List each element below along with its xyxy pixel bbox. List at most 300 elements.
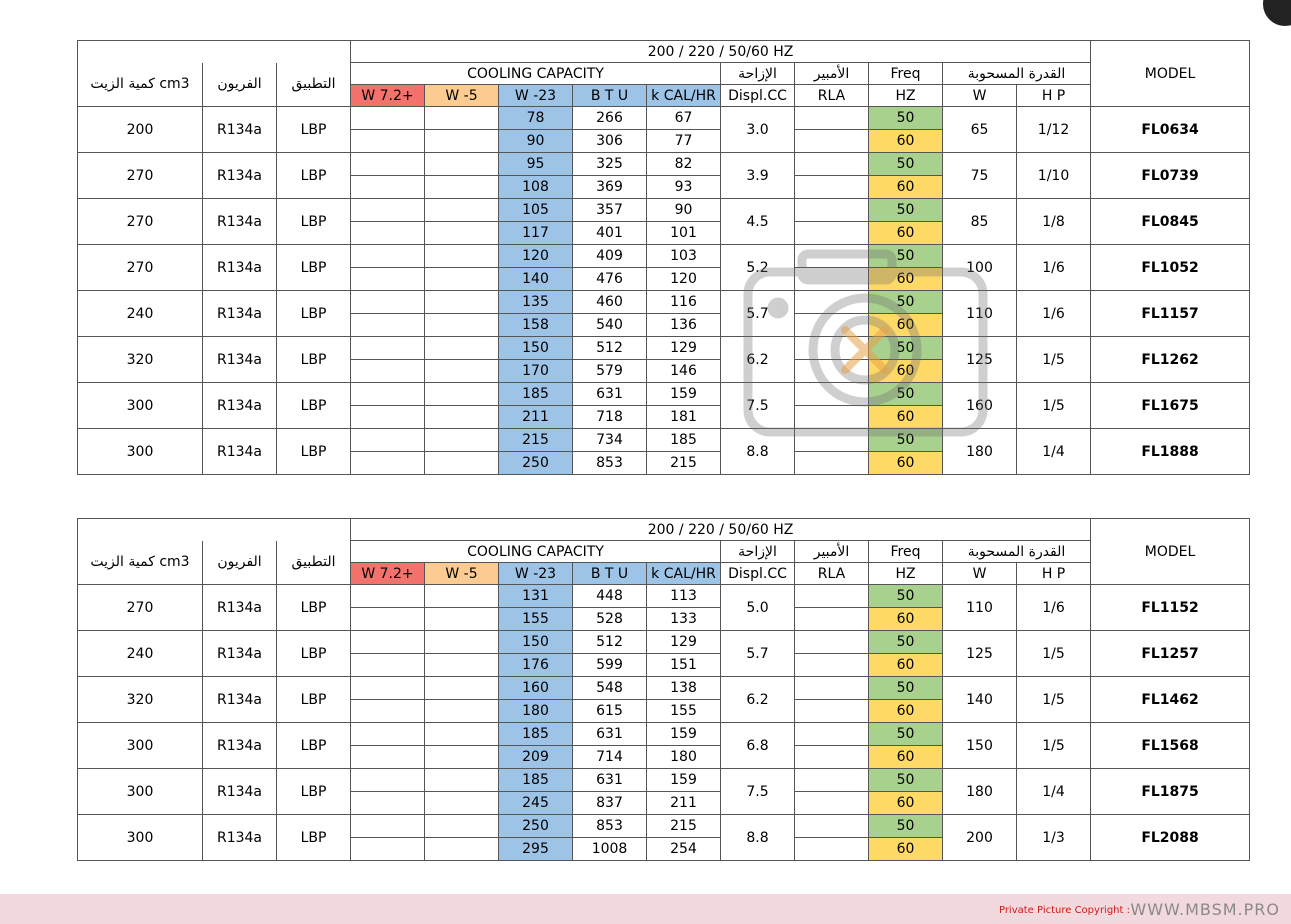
header-displacement: Displ.CC [721, 85, 795, 107]
hp-cell: 1/5 [1017, 337, 1091, 383]
application-cell: LBP [277, 631, 351, 677]
oil-cell: 300 [78, 815, 203, 861]
w-minus23-cell: 131 [499, 585, 573, 608]
displacement-cell: 3.0 [721, 107, 795, 153]
w-minus23-cell: 150 [499, 631, 573, 654]
w-minus5-cell [425, 130, 499, 153]
table-row [78, 107, 1250, 130]
kcal-cell: 159 [647, 769, 721, 792]
displacement-cell: 6.2 [721, 337, 795, 383]
hz-cell: 50 [869, 107, 943, 130]
rla-cell [795, 429, 869, 452]
w-plus72-cell [351, 130, 425, 153]
rla-cell [795, 677, 869, 700]
model-cell: FL1052 [1091, 245, 1250, 291]
w-minus5-cell [425, 314, 499, 337]
hp-cell: 1/8 [1017, 199, 1091, 245]
w-minus23-cell: 95 [499, 153, 573, 176]
btu-cell: 631 [573, 769, 647, 792]
hp-cell: 1/3 [1017, 815, 1091, 861]
w-minus5-cell [425, 360, 499, 383]
oil-cell: 270 [78, 153, 203, 199]
kcal-cell: 90 [647, 199, 721, 222]
btu-cell: 306 [573, 130, 647, 153]
displacement-cell: 5.7 [721, 631, 795, 677]
hp-cell: 1/5 [1017, 677, 1091, 723]
w-minus23-cell: 140 [499, 268, 573, 291]
btu-cell: 528 [573, 608, 647, 631]
application-cell: LBP [277, 153, 351, 199]
btu-cell: 369 [573, 176, 647, 199]
hz-cell: 50 [869, 291, 943, 314]
freon-cell: R134a [203, 631, 277, 677]
btu-cell: 599 [573, 654, 647, 677]
rla-cell [795, 585, 869, 608]
oil-cell: 270 [78, 199, 203, 245]
table-row [78, 291, 1250, 314]
header-w: W [943, 563, 1017, 585]
w-plus72-cell [351, 746, 425, 769]
w-plus72-cell [351, 337, 425, 360]
kcal-cell: 215 [647, 452, 721, 475]
header-hp: H P [1017, 85, 1091, 107]
application-cell: LBP [277, 769, 351, 815]
hz-cell: 60 [869, 268, 943, 291]
w-plus72-cell [351, 585, 425, 608]
kcal-cell: 116 [647, 291, 721, 314]
btu-cell: 1008 [573, 838, 647, 861]
kcal-cell: 129 [647, 337, 721, 360]
header-btu: B T U [573, 85, 647, 107]
kcal-cell: 155 [647, 700, 721, 723]
header-blank-cell [78, 519, 351, 541]
header-w-minus23: W -23 [499, 563, 573, 585]
w-minus5-cell [425, 723, 499, 746]
rla-cell [795, 314, 869, 337]
hz-cell: 60 [869, 608, 943, 631]
kcal-cell: 103 [647, 245, 721, 268]
kcal-cell: 113 [647, 585, 721, 608]
freon-cell: R134a [203, 245, 277, 291]
oil-cell: 240 [78, 291, 203, 337]
header-freon: الفريون [203, 63, 277, 107]
rla-cell [795, 608, 869, 631]
displacement-cell: 5.2 [721, 245, 795, 291]
hp-cell: 1/5 [1017, 383, 1091, 429]
btu-cell: 540 [573, 314, 647, 337]
header-displacement: Displ.CC [721, 563, 795, 585]
table-row [78, 769, 1250, 792]
cooling-capacity-title: COOLING CAPACITY [351, 541, 721, 563]
w-minus5-cell [425, 176, 499, 199]
application-cell: LBP [277, 245, 351, 291]
table-row [78, 199, 1250, 222]
btu-cell: 615 [573, 700, 647, 723]
btu-cell: 512 [573, 631, 647, 654]
btu-cell: 357 [573, 199, 647, 222]
hp-cell: 1/6 [1017, 585, 1091, 631]
rla-cell [795, 245, 869, 268]
oil-cell: 300 [78, 383, 203, 429]
hz-cell: 60 [869, 176, 943, 199]
w-plus72-cell [351, 383, 425, 406]
power-w-cell: 200 [943, 815, 1017, 861]
w-minus23-cell: 155 [499, 608, 573, 631]
displacement-cell: 5.0 [721, 585, 795, 631]
application-cell: LBP [277, 815, 351, 861]
btu-cell: 325 [573, 153, 647, 176]
hz-cell: 60 [869, 222, 943, 245]
hp-cell: 1/6 [1017, 245, 1091, 291]
application-cell: LBP [277, 585, 351, 631]
table-row [78, 815, 1250, 838]
w-minus5-cell [425, 792, 499, 815]
rla-cell [795, 452, 869, 475]
hp-cell: 1/12 [1017, 107, 1091, 153]
kcal-cell: 215 [647, 815, 721, 838]
hp-cell: 1/4 [1017, 429, 1091, 475]
w-minus23-cell: 185 [499, 769, 573, 792]
power-w-cell: 150 [943, 723, 1017, 769]
header-oil: كمية الزيت cm3 [78, 541, 203, 585]
kcal-cell: 159 [647, 723, 721, 746]
kcal-cell: 82 [647, 153, 721, 176]
table-row [78, 677, 1250, 700]
model-cell: FL0739 [1091, 153, 1250, 199]
freon-cell: R134a [203, 429, 277, 475]
displacement-cell: 4.5 [721, 199, 795, 245]
header-w-minus23: W -23 [499, 85, 573, 107]
w-plus72-cell [351, 631, 425, 654]
w-minus5-cell [425, 815, 499, 838]
kcal-cell: 77 [647, 130, 721, 153]
freon-cell: R134a [203, 199, 277, 245]
kcal-cell: 159 [647, 383, 721, 406]
power-w-cell: 125 [943, 631, 1017, 677]
w-minus5-cell [425, 222, 499, 245]
model-cell: FL1888 [1091, 429, 1250, 475]
header-application: التطبيق [277, 63, 351, 107]
hz-cell: 60 [869, 700, 943, 723]
header-btu: B T U [573, 563, 647, 585]
w-plus72-cell [351, 406, 425, 429]
power-w-cell: 75 [943, 153, 1017, 199]
oil-cell: 240 [78, 631, 203, 677]
w-plus72-cell [351, 677, 425, 700]
w-minus23-cell: 117 [499, 222, 573, 245]
w-minus5-cell [425, 654, 499, 677]
btu-cell: 718 [573, 406, 647, 429]
hz-cell: 50 [869, 769, 943, 792]
header-power-ar: القدرة المسحوبة [943, 63, 1091, 85]
rla-cell [795, 631, 869, 654]
hp-cell: 1/5 [1017, 723, 1091, 769]
freon-cell: R134a [203, 153, 277, 199]
header-hz: HZ [869, 85, 943, 107]
w-plus72-cell [351, 769, 425, 792]
freon-cell: R134a [203, 291, 277, 337]
w-minus5-cell [425, 153, 499, 176]
table-row [78, 245, 1250, 268]
table-row [78, 383, 1250, 406]
model-cell: FL0634 [1091, 107, 1250, 153]
kcal-cell: 129 [647, 631, 721, 654]
kcal-cell: 133 [647, 608, 721, 631]
header-w-minus5: W -5 [425, 563, 499, 585]
rla-cell [795, 291, 869, 314]
power-w-cell: 110 [943, 585, 1017, 631]
kcal-cell: 185 [647, 429, 721, 452]
oil-cell: 270 [78, 585, 203, 631]
hz-cell: 60 [869, 130, 943, 153]
w-minus5-cell [425, 452, 499, 475]
w-minus23-cell: 295 [499, 838, 573, 861]
w-minus23-cell: 150 [499, 337, 573, 360]
w-minus23-cell: 105 [499, 199, 573, 222]
hp-cell: 1/5 [1017, 631, 1091, 677]
kcal-cell: 138 [647, 677, 721, 700]
hz-cell: 50 [869, 383, 943, 406]
oil-cell: 270 [78, 245, 203, 291]
w-plus72-cell [351, 291, 425, 314]
displacement-cell: 3.9 [721, 153, 795, 199]
w-minus23-cell: 250 [499, 452, 573, 475]
w-plus72-cell [351, 176, 425, 199]
oil-cell: 320 [78, 337, 203, 383]
model-cell: FL1152 [1091, 585, 1250, 631]
rla-cell [795, 268, 869, 291]
rla-cell [795, 838, 869, 861]
model-cell: FL1462 [1091, 677, 1250, 723]
application-cell: LBP [277, 291, 351, 337]
copyright-label: Private Picture Copyright : [998, 905, 1130, 916]
footer-bar [0, 894, 1291, 924]
header-hp: H P [1017, 563, 1091, 585]
table-row [78, 153, 1250, 176]
rla-cell [795, 723, 869, 746]
w-plus72-cell [351, 107, 425, 130]
header-freq: Freq [869, 541, 943, 563]
hz-cell: 50 [869, 245, 943, 268]
application-cell: LBP [277, 429, 351, 475]
voltage-title: 200 / 220 / 50/60 HZ [351, 519, 1091, 541]
rla-cell [795, 654, 869, 677]
hz-cell: 50 [869, 677, 943, 700]
hz-cell: 60 [869, 314, 943, 337]
w-minus23-cell: 158 [499, 314, 573, 337]
application-cell: LBP [277, 107, 351, 153]
w-minus23-cell: 176 [499, 654, 573, 677]
spec-table-1 [77, 40, 1250, 475]
hz-cell: 50 [869, 153, 943, 176]
oil-cell: 300 [78, 429, 203, 475]
w-minus23-cell: 185 [499, 723, 573, 746]
btu-cell: 714 [573, 746, 647, 769]
power-w-cell: 180 [943, 429, 1017, 475]
power-w-cell: 65 [943, 107, 1017, 153]
btu-cell: 409 [573, 245, 647, 268]
kcal-cell: 101 [647, 222, 721, 245]
hz-cell: 60 [869, 452, 943, 475]
hz-cell: 60 [869, 792, 943, 815]
kcal-cell: 136 [647, 314, 721, 337]
oil-cell: 320 [78, 677, 203, 723]
w-plus72-cell [351, 153, 425, 176]
hz-cell: 50 [869, 199, 943, 222]
freon-cell: R134a [203, 815, 277, 861]
w-plus72-cell [351, 429, 425, 452]
w-minus23-cell: 245 [499, 792, 573, 815]
model-cell: FL1568 [1091, 723, 1250, 769]
rla-cell [795, 222, 869, 245]
btu-cell: 734 [573, 429, 647, 452]
power-w-cell: 110 [943, 291, 1017, 337]
w-minus5-cell [425, 608, 499, 631]
rla-cell [795, 176, 869, 199]
power-w-cell: 125 [943, 337, 1017, 383]
w-plus72-cell [351, 222, 425, 245]
freon-cell: R134a [203, 383, 277, 429]
w-minus5-cell [425, 199, 499, 222]
btu-cell: 853 [573, 815, 647, 838]
w-minus23-cell: 185 [499, 383, 573, 406]
header-rla: RLA [795, 85, 869, 107]
rla-cell [795, 153, 869, 176]
freon-cell: R134a [203, 677, 277, 723]
kcal-cell: 211 [647, 792, 721, 815]
freon-cell: R134a [203, 585, 277, 631]
kcal-cell: 120 [647, 268, 721, 291]
rla-cell [795, 383, 869, 406]
w-minus5-cell [425, 631, 499, 654]
w-plus72-cell [351, 199, 425, 222]
hz-cell: 50 [869, 815, 943, 838]
w-minus5-cell [425, 406, 499, 429]
table-row [78, 723, 1250, 746]
cooling-capacity-title: COOLING CAPACITY [351, 63, 721, 85]
rla-cell [795, 792, 869, 815]
header-blank-cell [78, 41, 351, 63]
header-model: MODEL [1091, 41, 1250, 107]
w-minus23-cell: 160 [499, 677, 573, 700]
w-minus23-cell: 180 [499, 700, 573, 723]
application-cell: LBP [277, 677, 351, 723]
btu-cell: 853 [573, 452, 647, 475]
hz-cell: 50 [869, 631, 943, 654]
spec-table-2 [77, 518, 1250, 861]
hz-cell: 50 [869, 337, 943, 360]
header-oil: كمية الزيت cm3 [78, 63, 203, 107]
hz-cell: 60 [869, 838, 943, 861]
copyright-site: WWW.MBSM.PRO [1130, 900, 1280, 919]
power-w-cell: 140 [943, 677, 1017, 723]
oil-cell: 200 [78, 107, 203, 153]
oil-cell: 300 [78, 723, 203, 769]
w-plus72-cell [351, 723, 425, 746]
btu-cell: 266 [573, 107, 647, 130]
btu-cell: 476 [573, 268, 647, 291]
w-plus72-cell [351, 245, 425, 268]
w-minus5-cell [425, 746, 499, 769]
kcal-cell: 93 [647, 176, 721, 199]
displacement-cell: 7.5 [721, 383, 795, 429]
application-cell: LBP [277, 199, 351, 245]
application-cell: LBP [277, 337, 351, 383]
header-amp-ar: الأمبير [795, 541, 869, 563]
w-plus72-cell [351, 815, 425, 838]
header-kcal: k CAL/HR [647, 563, 721, 585]
header-kcal: k CAL/HR [647, 85, 721, 107]
btu-cell: 401 [573, 222, 647, 245]
kcal-cell: 146 [647, 360, 721, 383]
w-minus23-cell: 250 [499, 815, 573, 838]
header-power-ar: القدرة المسحوبة [943, 541, 1091, 563]
rla-cell [795, 700, 869, 723]
application-cell: LBP [277, 723, 351, 769]
w-minus23-cell: 170 [499, 360, 573, 383]
kcal-cell: 180 [647, 746, 721, 769]
power-w-cell: 160 [943, 383, 1017, 429]
w-minus23-cell: 90 [499, 130, 573, 153]
w-minus5-cell [425, 245, 499, 268]
header-displacement-ar: الإزاحة [721, 541, 795, 563]
freon-cell: R134a [203, 107, 277, 153]
freon-cell: R134a [203, 337, 277, 383]
header-amp-ar: الأمبير [795, 63, 869, 85]
w-plus72-cell [351, 360, 425, 383]
table-row [78, 631, 1250, 654]
table-row [78, 337, 1250, 360]
btu-cell: 448 [573, 585, 647, 608]
w-minus5-cell [425, 383, 499, 406]
w-minus5-cell [425, 291, 499, 314]
model-cell: FL1257 [1091, 631, 1250, 677]
freon-cell: R134a [203, 769, 277, 815]
rla-cell [795, 746, 869, 769]
model-cell: FL2088 [1091, 815, 1250, 861]
w-minus23-cell: 78 [499, 107, 573, 130]
header-w-plus72: W 7.2+ [351, 85, 425, 107]
w-minus23-cell: 135 [499, 291, 573, 314]
btu-cell: 460 [573, 291, 647, 314]
header-rla: RLA [795, 563, 869, 585]
power-w-cell: 180 [943, 769, 1017, 815]
w-plus72-cell [351, 792, 425, 815]
w-minus5-cell [425, 769, 499, 792]
w-minus5-cell [425, 677, 499, 700]
w-plus72-cell [351, 838, 425, 861]
model-cell: FL1875 [1091, 769, 1250, 815]
kcal-cell: 181 [647, 406, 721, 429]
power-w-cell: 100 [943, 245, 1017, 291]
freon-cell: R134a [203, 723, 277, 769]
power-w-cell: 85 [943, 199, 1017, 245]
hp-cell: 1/6 [1017, 291, 1091, 337]
hp-cell: 1/4 [1017, 769, 1091, 815]
kcal-cell: 67 [647, 107, 721, 130]
header-displacement-ar: الإزاحة [721, 63, 795, 85]
w-minus5-cell [425, 585, 499, 608]
btu-cell: 837 [573, 792, 647, 815]
hz-cell: 60 [869, 654, 943, 677]
hz-cell: 50 [869, 585, 943, 608]
model-cell: FL0845 [1091, 199, 1250, 245]
w-plus72-cell [351, 654, 425, 677]
w-minus5-cell [425, 107, 499, 130]
rla-cell [795, 815, 869, 838]
hz-cell: 60 [869, 746, 943, 769]
btu-cell: 631 [573, 383, 647, 406]
